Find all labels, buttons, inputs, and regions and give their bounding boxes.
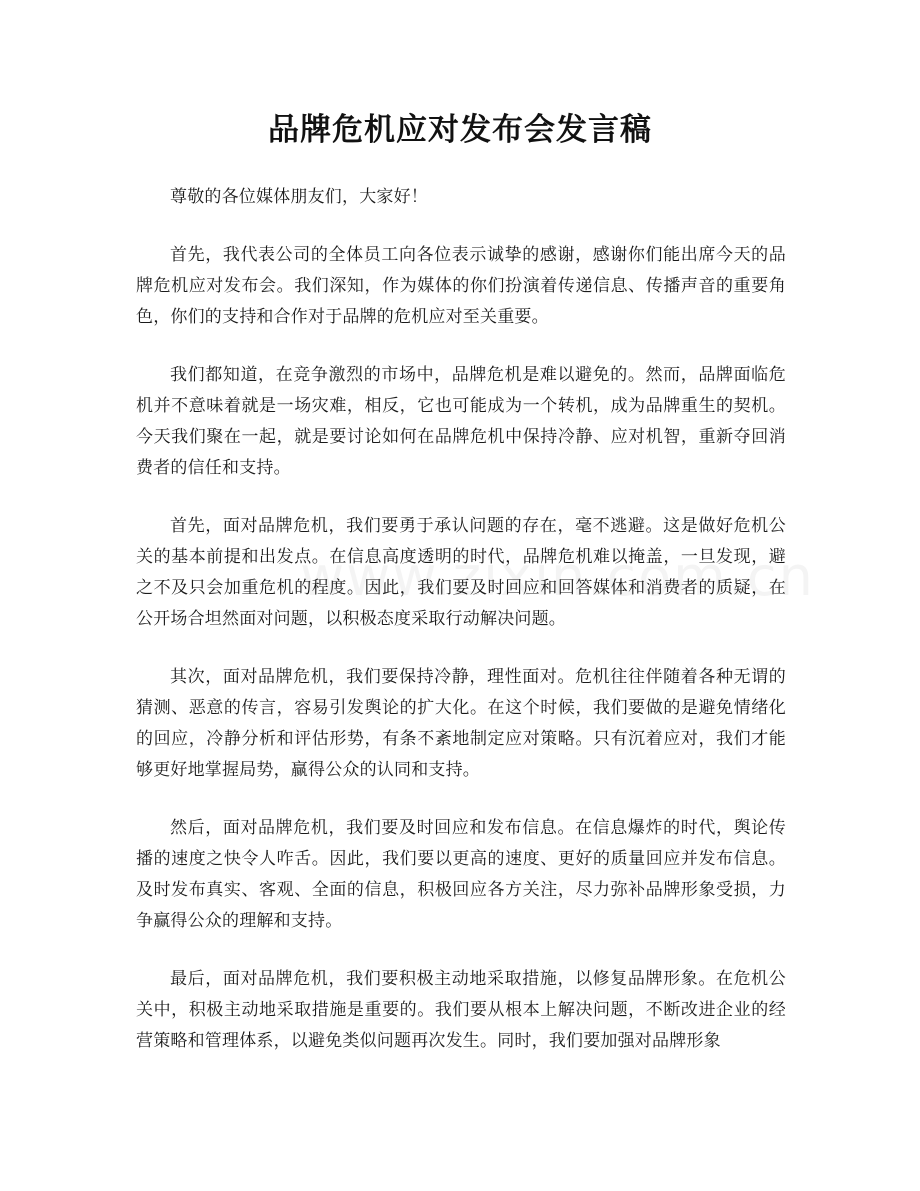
paragraph-admit-problem: 首先，面对品牌危机，我们要勇于承认问题的存在，毫不逃避。这是做好危机公关的基本前提和出发点。在信息高度透明的时代，品牌危机难以掩盖，一旦发现，避之不及只会加重危机的程度。因此，我们要及时回应和回答媒体和消费者的质疑，在公开场合坦然面对问题，以积极态度采取行动解决问题。 xyxy=(136,516,786,629)
paragraph-context: 我们都知道，在竞争激烈的市场中，品牌危机是难以避免的。然而，品牌面临危机并不意味着就是一场灾难，相反，它也可能成为一个转机，成为品牌重生的契机。今天我们聚在一起，就是要讨论如何在品牌危机中保持冷静、应对机智，重新夺回消费者的信任和支持。 xyxy=(136,365,786,478)
document-body xyxy=(136,182,786,1084)
paragraph-thanks: 首先，我代表公司的全体员工向各位表示诚挚的感谢，感谢你们能出席今天的品牌危机应对发布会。我们深知，作为媒体的你们扮演着传递信息、传播声音的重要角色，你们的支持和合作对于品牌的危机应对至关重要。 xyxy=(136,245,786,327)
paragraph-stay-calm: 其次，面对品牌危机，我们要保持冷静，理性面对。危机往往伴随着各种无谓的猜测、恶意的传言，容易引发舆论的扩大化。在这个时候，我们要做的是避免情绪化的回应，冷静分析和评估形势，有条不紊地制定应对策略。只有沉着应对，我们才能够更好地掌握局势，赢得公众的认同和支持。 xyxy=(136,667,786,780)
paragraph-take-action: 最后，面对品牌危机，我们要积极主动地采取措施，以修复品牌形象。在危机公关中，积极主动地采取措施是重要的。我们要从根本上解决问题，不断改进企业的经营策略和管理体系，以避免类似问题再次发生。同时，我们要加强对品牌形象 xyxy=(136,969,786,1051)
paragraph-greeting: 尊敬的各位媒体朋友们，大家好！ xyxy=(170,187,428,207)
paragraph-respond-timely: 然后，面对品牌危机，我们要及时回应和发布信息。在信息爆炸的时代，舆论传播的速度之快令人咋舌。因此，我们要以更高的速度、更好的质量回应并发布信息。及时发布真实、客观、全面的信息，积极回应各方关注，尽力弥补品牌形象受损，力争赢得公众的理解和支持。 xyxy=(136,818,786,931)
page-title: 品牌危机应对发布会发言稿 xyxy=(268,112,652,148)
